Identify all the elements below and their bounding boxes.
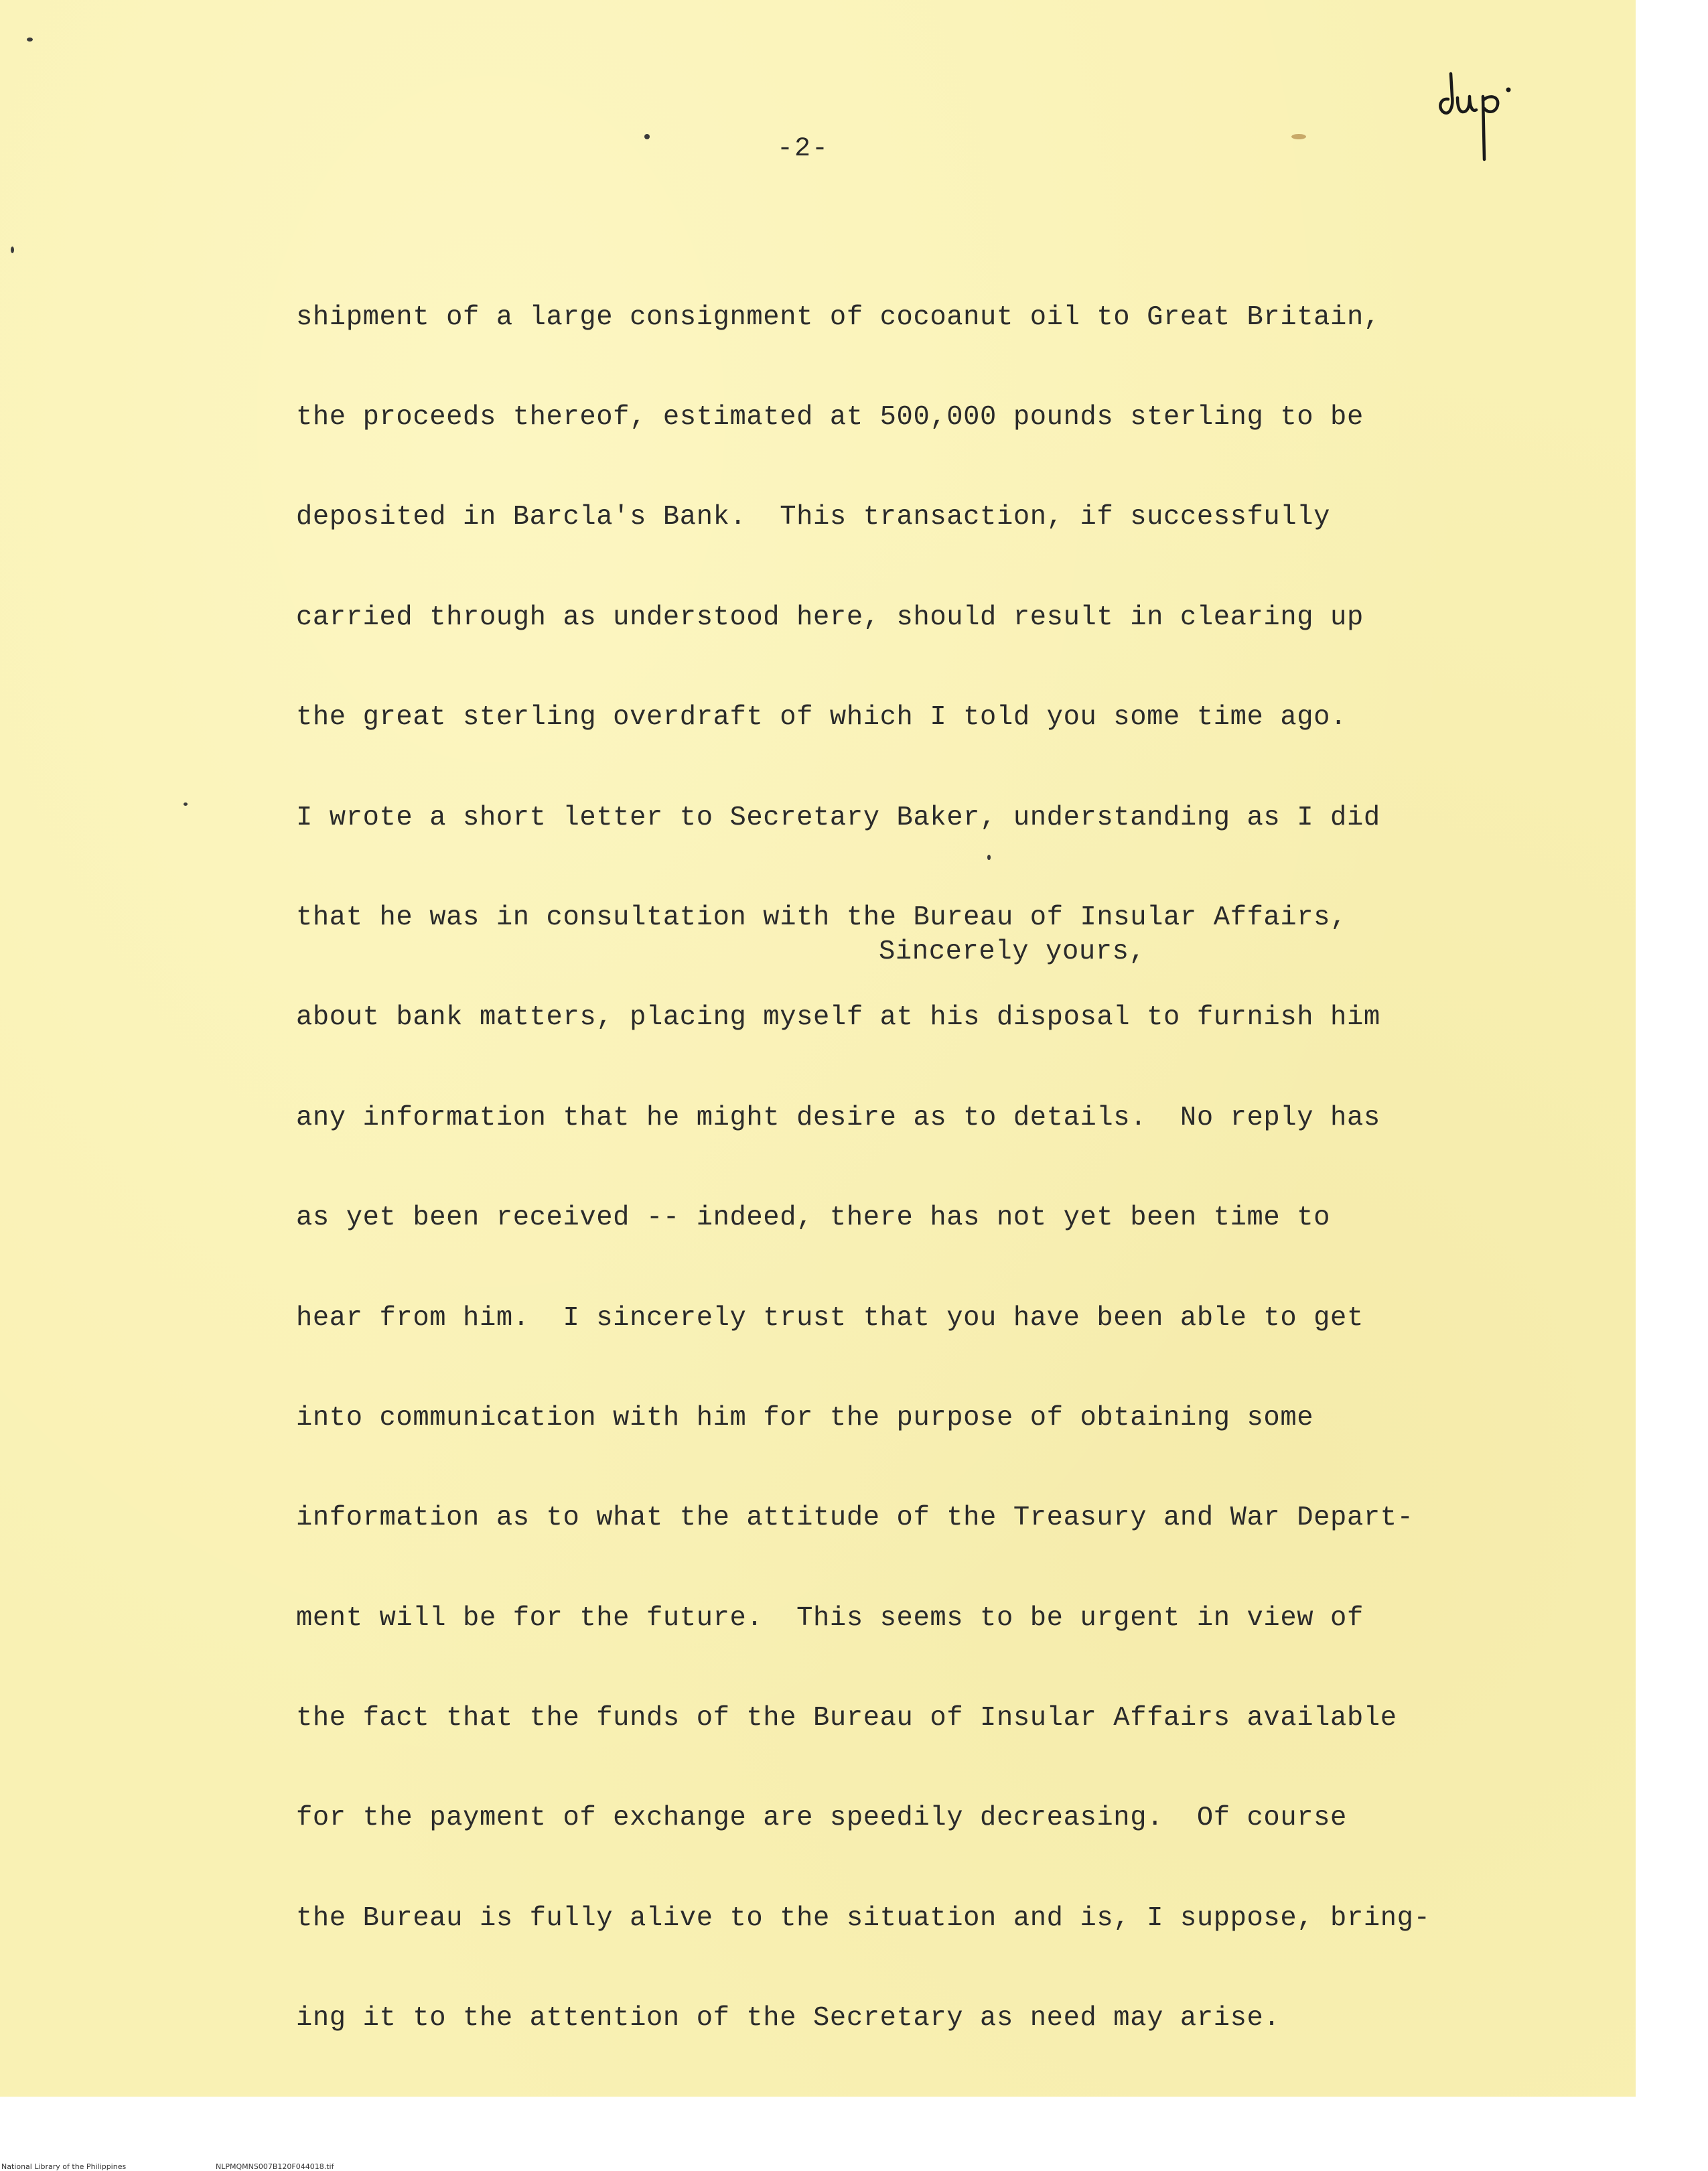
body-line: the proceeds thereof, estimated at 500,000 pounds sterling to be xyxy=(296,401,1364,433)
paper-speck xyxy=(644,134,650,139)
body-line: information as to what the attitude of the Treasury and War Depart- xyxy=(296,1502,1414,1534)
body-line: deposited in Barcla's Bank. This transaction, if successfully xyxy=(296,502,1331,533)
body-line: any information that he might desire as to details. No reply has xyxy=(296,1102,1380,1133)
body-line: the fact that the funds of the Bureau of Insular Affairs available xyxy=(296,1703,1397,1734)
body-line: the Bureau is fully alive to the situation and is, I suppose, bring- xyxy=(296,1902,1431,1934)
body-line: I wrote a short letter to Secretary Baker, understanding as I did xyxy=(296,802,1380,833)
body-line: into communication with him for the purpose of obtaining some xyxy=(296,1402,1314,1433)
paper-speck xyxy=(27,38,33,42)
handwritten-annotation xyxy=(1433,59,1527,166)
page-number: -2- xyxy=(777,134,830,164)
footer-source: National Library of the Philippines xyxy=(1,2162,127,2171)
paper-smudge xyxy=(1291,134,1306,139)
paper-speck xyxy=(987,855,991,860)
paper-speck xyxy=(11,247,14,253)
footer-file-id: NLPMQMNS007B120F044018.tif xyxy=(216,2162,334,2171)
closing-salutation: Sincerely yours, xyxy=(879,936,1146,967)
paper-speck xyxy=(184,802,188,806)
body-line: as yet been received -- indeed, there has not yet been time to xyxy=(296,1202,1331,1234)
letter-body xyxy=(296,234,1475,2097)
body-line: ing it to the attention of the Secretary as need may arise. xyxy=(296,2003,1281,2034)
body-line: that he was in consultation with the Bureau of Insular Affairs, xyxy=(296,902,1347,933)
body-line: for the payment of exchange are speedily decreasing. Of course xyxy=(296,1803,1347,1834)
body-line: ment will be for the future. This seems to be urgent in view of xyxy=(296,1602,1364,1634)
body-line: the great sterling overdraft of which I told you some time ago. xyxy=(296,702,1347,733)
body-line: hear from him. I sincerely trust that you have been able to get xyxy=(296,1302,1364,1334)
body-line: shipment of a large consignment of cocoanut oil to Great Britain, xyxy=(296,301,1380,333)
body-line: carried through as understood here, should result in clearing up xyxy=(296,602,1364,633)
body-line: about bank matters, placing myself at his disposal to furnish him xyxy=(296,1002,1380,1034)
annotation-handwriting xyxy=(1433,59,1527,166)
